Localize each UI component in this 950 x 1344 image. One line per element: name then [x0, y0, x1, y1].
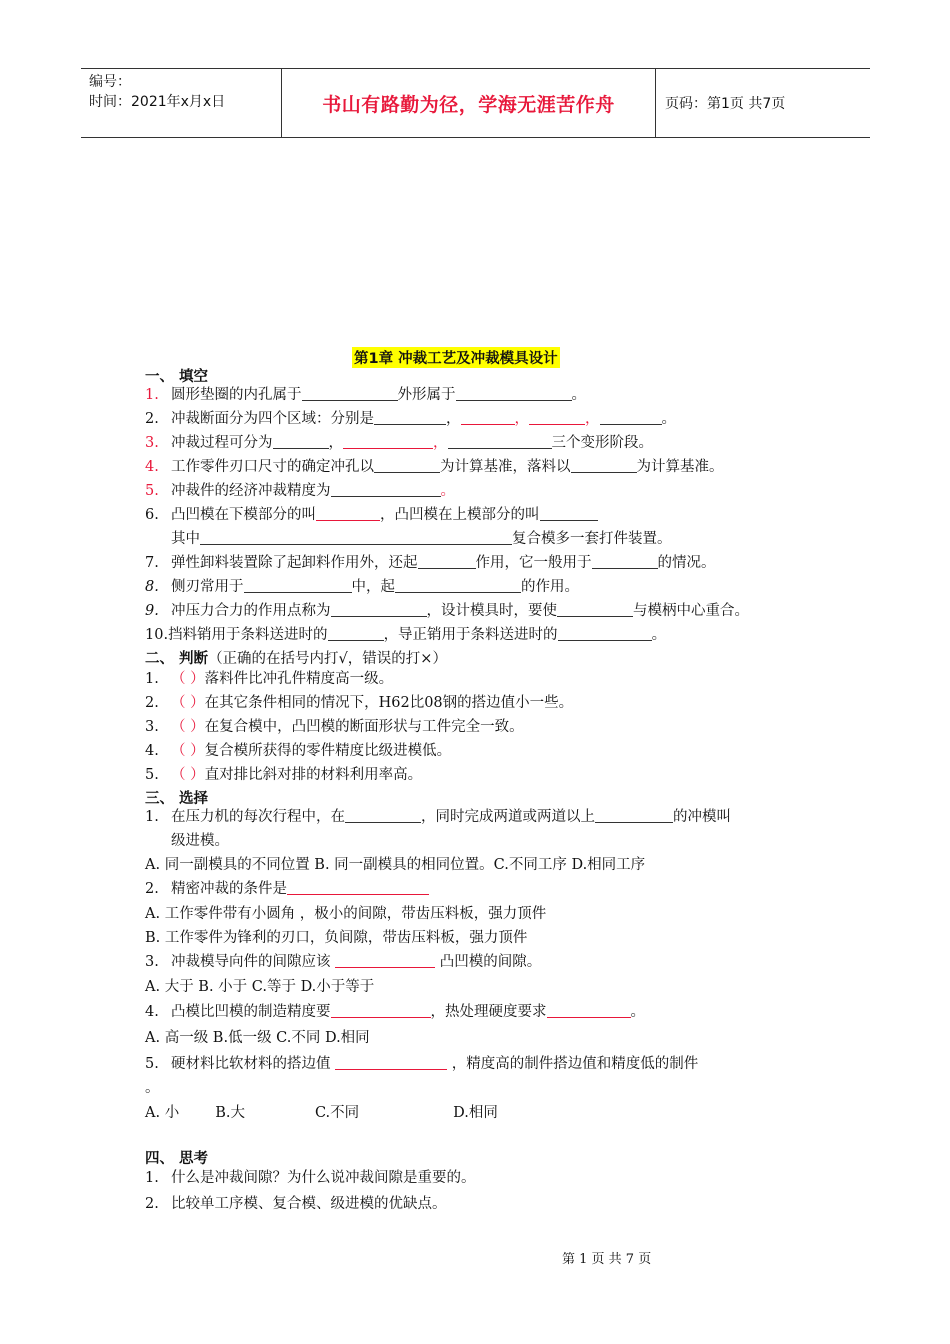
- question-number: 9.: [145, 603, 159, 619]
- fill-q10: [145, 626, 666, 644]
- choice-q2-option-a: A. 工作零件带有小圆角 ，极小的间隙，带齿压料板，强力顶件: [145, 906, 547, 922]
- option-a: A. 小: [145, 1105, 180, 1121]
- question-text: ，: [514, 411, 529, 427]
- question-text: ，: [585, 411, 600, 427]
- question-text: 其中: [171, 531, 200, 547]
- fill-q8: [145, 578, 579, 596]
- header-page-cell: [655, 69, 870, 137]
- choice-q1-options: A. 同一副模具的不同位置 B. 同一副模具的相同位置。C.不同工序 D.相同工序: [145, 857, 646, 873]
- question-text: 与模柄中心重合。: [633, 603, 749, 619]
- header-motto-cell: [281, 69, 656, 137]
- answer-blank[interactable]: [244, 578, 352, 593]
- question-text: ，: [433, 435, 448, 451]
- question-text: 复合模多一套打件装置。: [512, 531, 672, 547]
- answer-parentheses[interactable]: （ ）: [171, 671, 205, 687]
- question-number: 2.: [145, 881, 159, 897]
- answer-blank[interactable]: [328, 626, 384, 641]
- choice-q5-options: [145, 1104, 498, 1122]
- choice-q1-cont: 级进模。: [171, 833, 229, 849]
- question-number: 3.: [145, 435, 159, 451]
- judge-item: [145, 742, 451, 760]
- answer-blank[interactable]: [456, 386, 572, 401]
- choice-q2-option-b: B. 工作零件为锋利的刃口，负间隙，带齿压料板，强力顶件: [145, 930, 528, 946]
- section-choice-heading: 三、 选择: [145, 791, 209, 807]
- question-number: 1.: [145, 671, 159, 687]
- question-number: 5.: [145, 483, 159, 499]
- time-label: 时间：2021年x月x日: [89, 94, 226, 110]
- section-think-heading: 四、 思考: [145, 1151, 209, 1167]
- question-text: ，热处理硬度要求: [430, 1004, 547, 1020]
- question-text: 冲裁过程可分为: [171, 435, 273, 451]
- question-text: 侧刃常用于: [171, 579, 244, 595]
- fill-q1: [145, 386, 586, 404]
- question-text: 凸凹模在下模部分的叫: [171, 507, 316, 523]
- answer-blank[interactable]: [461, 410, 515, 425]
- question-text: 落料件比冲孔件精度高一级。: [204, 671, 394, 687]
- answer-blank[interactable]: [395, 578, 521, 593]
- fill-q5: [145, 482, 455, 500]
- answer-blank[interactable]: [374, 458, 440, 473]
- answer-blank[interactable]: [331, 602, 427, 617]
- answer-blank[interactable]: [557, 602, 633, 617]
- fill-q6-cont: [171, 530, 672, 548]
- question-text: 冲裁断面分为四个区域：分别是: [171, 411, 374, 427]
- answer-parentheses[interactable]: （ ）: [171, 719, 205, 735]
- question-number: 6.: [145, 507, 159, 523]
- fill-q2: [145, 410, 676, 428]
- question-text: ，凸凹模在上模部分的叫: [380, 507, 540, 523]
- question-number: 3.: [145, 954, 159, 970]
- answer-parentheses[interactable]: （ ）: [171, 743, 205, 759]
- answer-blank[interactable]: [331, 482, 441, 497]
- answer-blank[interactable]: [529, 410, 585, 425]
- question-number: 1.: [145, 1170, 159, 1186]
- question-text: 在其它条件相同的情况下，H62比08钢的搭边值小一些。: [204, 695, 574, 711]
- question-text: ，导正销用于条料送进时的: [383, 627, 558, 643]
- choice-q4: [145, 1003, 645, 1021]
- choice-q2: [145, 880, 429, 898]
- answer-blank[interactable]: [374, 410, 446, 425]
- answer-blank[interactable]: [287, 880, 429, 895]
- fill-q4: [145, 458, 724, 476]
- question-text: 。: [630, 1004, 645, 1020]
- section-fill-heading: 一、 填空: [145, 369, 209, 385]
- choice-q5-cont: 。: [145, 1080, 160, 1096]
- section-judge-note: （正确的在括号内打√，错误的打×）: [208, 651, 447, 667]
- answer-blank[interactable]: [571, 458, 637, 473]
- question-text: 中，起: [351, 579, 395, 595]
- question-text: ，同时完成两道或两道以上: [421, 809, 595, 825]
- answer-blank[interactable]: [343, 434, 433, 449]
- judge-item: [145, 718, 524, 736]
- answer-parentheses[interactable]: （ ）: [171, 695, 205, 711]
- question-text: 冲压力合力的作用点称为: [171, 603, 331, 619]
- question-text: 。: [440, 483, 455, 499]
- question-number: 8.: [145, 579, 159, 595]
- answer-blank[interactable]: [595, 808, 673, 823]
- answer-blank[interactable]: [600, 410, 662, 425]
- choice-q3-options: A. 大于 B. 小于 C.等于 D.小于等于: [145, 979, 375, 995]
- chapter-title: 第1章 冲裁工艺及冲裁模具设计: [352, 347, 560, 368]
- answer-blank[interactable]: [316, 506, 380, 521]
- judge-item: [145, 694, 573, 712]
- question-text: 比较单工序模、复合模、级进模的优缺点。: [171, 1196, 447, 1212]
- question-number: 4.: [145, 1004, 159, 1020]
- option-c: C.不同: [314, 1105, 360, 1121]
- question-text: 什么是冲裁间隙？为什么说冲裁间隙是重要的。: [171, 1170, 476, 1186]
- answer-blank[interactable]: [335, 953, 435, 968]
- answer-blank[interactable]: [200, 530, 512, 545]
- question-text: 在复合模中，凸凹模的断面形状与工件完全一致。: [204, 719, 524, 735]
- document-header: [81, 68, 870, 138]
- fill-q9: [145, 602, 749, 620]
- answer-blank[interactable]: [345, 808, 421, 823]
- question-number: 4.: [145, 459, 159, 475]
- answer-blank[interactable]: [448, 434, 552, 449]
- question-number: 5.: [145, 1056, 159, 1072]
- question-text: 直对排比斜对排的材料利用率高。: [204, 767, 423, 783]
- option-d: D.相同: [453, 1105, 498, 1121]
- page-info: 页码：第1页 共7页: [665, 96, 786, 112]
- answer-blank[interactable]: [302, 386, 398, 401]
- motto: 书山有路勤为径，学海无涯苦作舟: [322, 93, 615, 116]
- question-text: 。: [571, 387, 586, 403]
- choice-q3: [145, 953, 541, 971]
- question-number: 3.: [145, 719, 159, 735]
- question-text: 。: [661, 411, 676, 427]
- question-text: 精密冲裁的条件是: [171, 881, 287, 897]
- question-text: 的冲模叫: [673, 809, 731, 825]
- question-number: 2.: [145, 1196, 159, 1212]
- question-text: 凸凹模的间隙。: [439, 954, 542, 970]
- question-number: 2.: [145, 695, 159, 711]
- header-meta: [81, 69, 281, 137]
- fill-q7: [145, 554, 716, 572]
- answer-parentheses[interactable]: （ ）: [171, 767, 205, 783]
- question-text: 的情况。: [657, 555, 716, 571]
- question-text: 三个变形阶段。: [551, 435, 653, 451]
- question-text: 弹性卸料装置除了起卸料作用外，还起: [171, 555, 418, 571]
- question-text: 。: [651, 627, 667, 643]
- judge-item: [145, 766, 422, 784]
- think-item: [145, 1169, 476, 1187]
- question-text: 在压力机的每次行程中，在: [171, 809, 345, 825]
- question-text: 作用，它一般用于: [475, 555, 592, 571]
- question-text: 硬材料比软材料的搭边值: [171, 1056, 331, 1072]
- number-label: 编号：: [89, 74, 131, 90]
- question-number: 7.: [145, 555, 159, 571]
- question-number: 5.: [145, 767, 159, 783]
- question-text: 冲裁模导向件的间隙应该: [171, 954, 331, 970]
- answer-blank[interactable]: [331, 1003, 431, 1018]
- question-number: 2.: [145, 411, 159, 427]
- question-text: 工作零件刃口尺寸的确定冲孔以: [171, 459, 374, 475]
- question-text: 凸模比凹模的制造精度要: [171, 1004, 331, 1020]
- question-text: 挡料销用于条料送进时的: [168, 627, 328, 643]
- section-judge-title: 二、 判断: [145, 651, 209, 667]
- choice-q5: [145, 1055, 698, 1073]
- question-text: ，: [446, 411, 461, 427]
- answer-blank[interactable]: [592, 554, 658, 569]
- choice-q4-options: A. 高一级 B.低一级 C.不同 D.相同: [145, 1030, 370, 1046]
- question-number: 1.: [145, 809, 159, 825]
- question-text: 复合模所获得的零件精度比级进模低。: [204, 743, 452, 759]
- question-text: 圆形垫圈的内孔属于: [171, 387, 302, 403]
- choice-q1: [145, 808, 731, 826]
- question-text: ，设计模具时，要使: [426, 603, 557, 619]
- question-text: 外形属于: [397, 387, 456, 403]
- question-text: 的作用。: [521, 579, 579, 595]
- page-footer: 第 1 页 共 7 页: [562, 1252, 652, 1267]
- question-text: 为计算基准，落料以: [440, 459, 571, 475]
- option-b: B.大: [215, 1105, 245, 1121]
- question-number: 4.: [145, 743, 159, 759]
- judge-item: [145, 670, 393, 688]
- think-item: [145, 1195, 447, 1213]
- answer-blank[interactable]: [540, 506, 598, 521]
- question-text: 为计算基准。: [636, 459, 724, 475]
- question-text: ，精度高的制件搭边值和精度低的制件: [451, 1056, 699, 1072]
- fill-q3: [145, 434, 653, 452]
- fill-q6: [145, 506, 598, 524]
- section-judge-heading: [145, 650, 447, 668]
- answer-blank[interactable]: [558, 626, 652, 641]
- answer-blank[interactable]: [547, 1003, 631, 1018]
- question-text: 冲裁件的经济冲裁精度为: [171, 483, 331, 499]
- answer-blank[interactable]: [418, 554, 476, 569]
- question-number: 10.: [145, 627, 169, 643]
- answer-blank[interactable]: [335, 1055, 447, 1070]
- question-number: 1.: [145, 387, 159, 403]
- answer-blank[interactable]: [273, 434, 329, 449]
- question-text: ，: [328, 435, 343, 451]
